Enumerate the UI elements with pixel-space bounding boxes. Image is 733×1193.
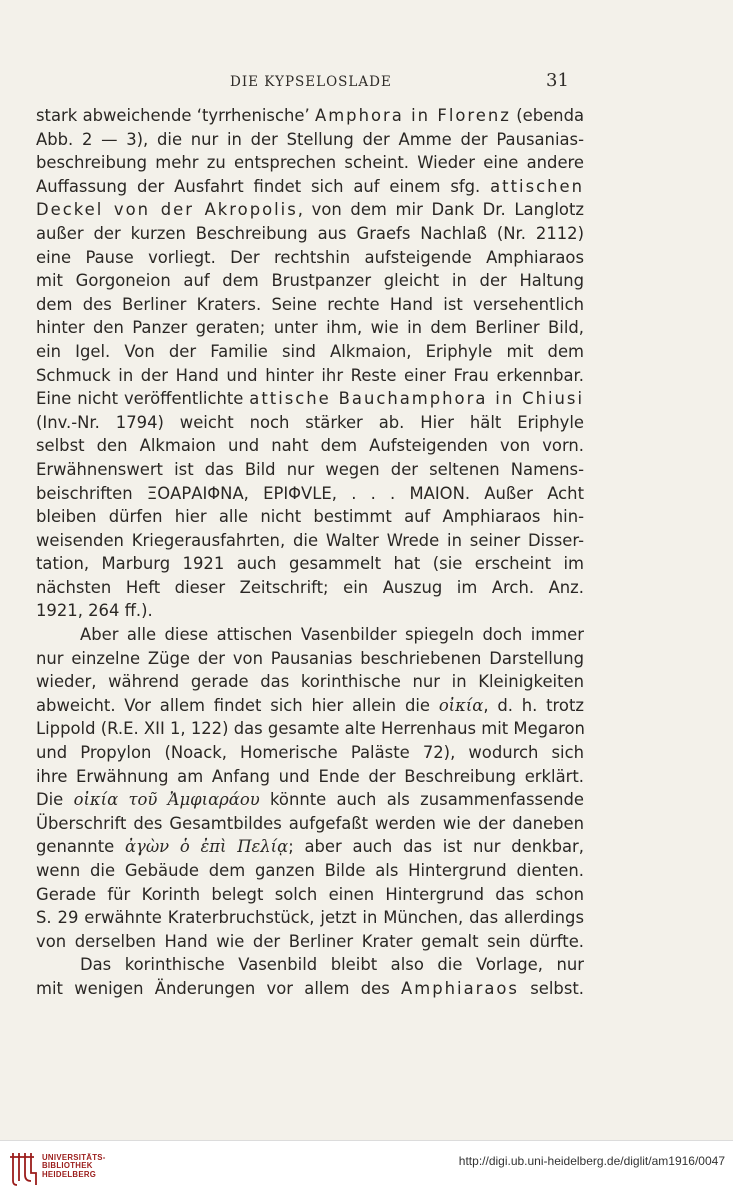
text-line: S. 29 erwähnte Kraterbruchstück, jetzt in München, das allerdings — [36, 908, 584, 928]
text-line: selbst den Alkmaion und naht dem Aufsteigenden von vorn. — [36, 436, 584, 456]
text-line: mit wenigen Änderungen vor allem des Amphiaraos selbst. — [36, 978, 584, 998]
text-line: tation, Marburg 1921 auch gesammelt hat (sie erscheint im — [36, 554, 584, 574]
text-line: von derselben Hand wie der Berliner Krater gemalt sein dürfte. — [36, 931, 584, 951]
text-line: beschreibung mehr zu entsprechen scheint. Wieder eine andere — [36, 153, 584, 173]
text-line: außer der kurzen Beschreibung aus Graefs Nachlaß (Nr. 2112) — [36, 223, 584, 243]
text-line: Das korinthische Vasenbild bleibt also die Vorlage, nur — [80, 955, 584, 975]
text-line: Die οἰκία τοῦ Ἀμφιαράου könnte auch als zusammenfassende — [36, 790, 585, 810]
text-line: 1921, 264 ff.). — [36, 601, 153, 621]
text-line: mit Gorgoneion auf dem Brustpanzer gleicht in der Haltung — [36, 271, 584, 291]
text-line: Abb. 2 — 3), die nur in der Stellung der Amme der Pausanias- — [36, 129, 584, 149]
source-url-link[interactable]: http://digi.ub.uni-heidelberg.de/diglit/am1916/0047 — [458, 1154, 725, 1168]
text-line: bleiben dürfen hier alle nicht bestimmt auf Amphiaraos hin- — [36, 507, 584, 527]
text-line: stark abweichende ‘tyrrhenische’ Amphora in Florenz (ebenda — [36, 106, 585, 125]
text-line: Lippold (R.E. XII 1, 122) das gesamte alte Herrenhaus mit Megaron — [36, 719, 585, 739]
text-line: beischriften ΞΟΑΡΑΙΦΝΑ, ΕΡΙΦVLΕ, . . . ΜΑΙΟΝ. Außer Acht — [36, 483, 584, 503]
page-number: 31 — [546, 70, 569, 91]
text-line: (Inv.-Nr. 1794) weicht noch stärker ab. Hier hält Eriphyle — [36, 412, 584, 432]
text-line: eine Pause vorliegt. Der rechtshin aufsteigende Amphiaraos — [36, 247, 584, 267]
library-footer — [0, 1140, 733, 1193]
text-line: Aber alle diese attischen Vasenbilder spiegeln doch immer — [80, 625, 584, 645]
text-line: dem des Berliner Kraters. Seine rechte Hand ist versehentlich — [36, 294, 584, 314]
text-line: ein Igel. Von der Familie sind Alkmaion, Eriphyle mit dem — [36, 341, 584, 361]
text-line: nur einzelne Züge der von Pausanias beschriebenen Darstellung — [36, 648, 584, 668]
text-line: Deckel von der Akropolis, von dem mir Dank Dr. Langlotz — [36, 200, 584, 220]
body-text — [36, 104, 584, 1001]
text-line: hinter den Panzer geraten; unter ihm, wie in dem Berliner Bild, — [36, 318, 584, 338]
text-line: abweicht. Vor allem findet sich hier allein die οἰκία, d. h. trotz — [36, 695, 584, 715]
text-line: wieder, während gerade das korinthische nur in Kleinigkeiten — [36, 672, 584, 692]
library-name: UNIVERSITÄTS- BIBLIOTHEK HEIDELBERG — [42, 1153, 106, 1179]
running-title: DIE KYPSELOSLADE — [230, 74, 392, 90]
text-line: und Propylon (Noack, Homerische Paläste 72), wodurch sich — [36, 743, 584, 763]
text-line: Eine nicht veröffentlichte attische Bauchamphora in Chiusi — [36, 389, 585, 409]
text-line: Schmuck in der Hand und hinter ihr Reste einer Frau erkennbar. — [36, 365, 584, 385]
text-line: ihre Erwähnung am Anfang und Ende der Beschreibung erklärt. — [36, 766, 584, 786]
text-line: Erwähnenswert ist das Bild nur wegen der seltenen Namens- — [36, 459, 584, 479]
text-line: nächsten Heft dieser Zeitschrift; ein Auszug im Arch. Anz. — [36, 577, 584, 597]
text-line: Auffassung der Ausfahrt findet sich auf einem sfg. attischen — [36, 176, 584, 196]
text-line: genannte ἀγὼν ὁ ἐπὶ Πελίᾳ; aber auch das ist nur denkbar, — [36, 837, 584, 857]
text-line: Überschrift des Gesamtbildes aufgefaßt werden wie der daneben — [36, 813, 584, 833]
library-logo-icon — [8, 1151, 38, 1187]
text-line: weisenden Kriegerausfahrten, die Walter Wrede in seiner Disser- — [36, 530, 584, 550]
text-line: Gerade für Korinth belegt solch einen Hintergrund das schon — [36, 884, 584, 904]
text-line: wenn die Gebäude dem ganzen Bilde als Hintergrund dienten. — [36, 861, 584, 880]
